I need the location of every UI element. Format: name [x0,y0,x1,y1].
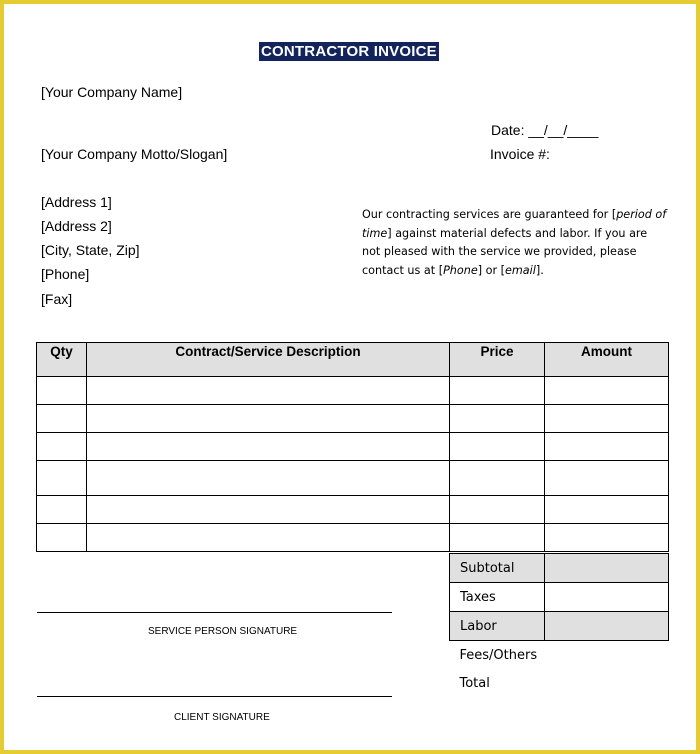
table-row [37,461,669,496]
taxes-row [450,583,669,612]
qty-cell[interactable] [37,377,87,405]
client-signature-label: CLIENT SIGNATURE [174,712,270,723]
description-cell[interactable] [87,461,450,496]
amount-cell[interactable] [545,524,669,552]
total-row [450,669,669,697]
price-cell[interactable] [450,524,545,552]
company-motto: [Your Company Motto/Slogan] [41,146,228,162]
qty-cell[interactable] [37,433,87,461]
items-header-row [37,343,669,377]
table-row [37,524,669,552]
city-state-zip: [City, State, Zip] [41,242,140,258]
table-row [37,496,669,524]
description-cell[interactable] [87,377,450,405]
total-value[interactable] [545,669,669,697]
table-row [37,377,669,405]
guarantee-text: Our contracting services are guaranteed for [period of time] against material defects and labor. If you are not pleased with the service we provided, please contact us at [Phone] or [email]. [362,208,667,277]
table-row [37,433,669,461]
header-amount: Amount [545,343,669,377]
date-field [491,122,598,138]
period-placeholder: period of time [362,208,667,240]
qty-cell[interactable] [37,405,87,433]
date-label: Date: [491,122,525,138]
totals-table [449,553,669,697]
description-cell[interactable] [87,405,450,433]
address-1: [Address 1] [41,194,112,210]
description-cell[interactable] [87,524,450,552]
qty-cell[interactable] [37,461,87,496]
table-row [37,405,669,433]
header-qty: Qty [37,343,87,377]
qty-cell[interactable] [37,524,87,552]
total-label: Total [459,675,490,691]
invoice-number-label: Invoice #: [490,146,550,162]
amount-cell[interactable] [545,433,669,461]
fees-row [450,641,669,670]
price-cell[interactable] [450,377,545,405]
date-value: __/__/____ [528,122,599,138]
fax: [Fax] [41,291,73,307]
company-name: [Your Company Name] [41,84,183,100]
description-cell[interactable] [87,433,450,461]
phone: [Phone] [41,266,90,282]
subtotal-value[interactable] [545,554,669,583]
amount-cell[interactable] [545,405,669,433]
taxes-value[interactable] [545,583,669,612]
taxes-label: Taxes [450,583,545,612]
email-placeholder: email [505,263,536,277]
client-signature-line[interactable] [37,696,392,697]
price-cell[interactable] [450,461,545,496]
price-cell[interactable] [450,496,545,524]
qty-cell[interactable] [37,496,87,524]
items-table [36,342,669,552]
price-cell[interactable] [450,405,545,433]
subtotal-label: Subtotal [450,554,545,583]
amount-cell[interactable] [545,377,669,405]
header-description: Contract/Service Description [87,343,450,377]
labor-label: Labor [450,612,545,641]
price-cell[interactable] [450,433,545,461]
description-cell[interactable] [87,496,450,524]
labor-value[interactable] [545,612,669,641]
service-signature-line[interactable] [37,612,392,613]
amount-cell[interactable] [545,496,669,524]
header-price: Price [450,343,545,377]
invoice-title: CONTRACTOR INVOICE [261,43,437,60]
fees-value[interactable] [545,641,669,670]
labor-row [450,612,669,641]
fees-label: Fees/Others [459,647,538,663]
service-signature-label: SERVICE PERSON SIGNATURE [148,626,298,637]
amount-cell[interactable] [545,461,669,496]
phone-placeholder: Phone [443,263,478,277]
subtotal-row [450,554,669,583]
address-2: [Address 2] [41,218,112,234]
